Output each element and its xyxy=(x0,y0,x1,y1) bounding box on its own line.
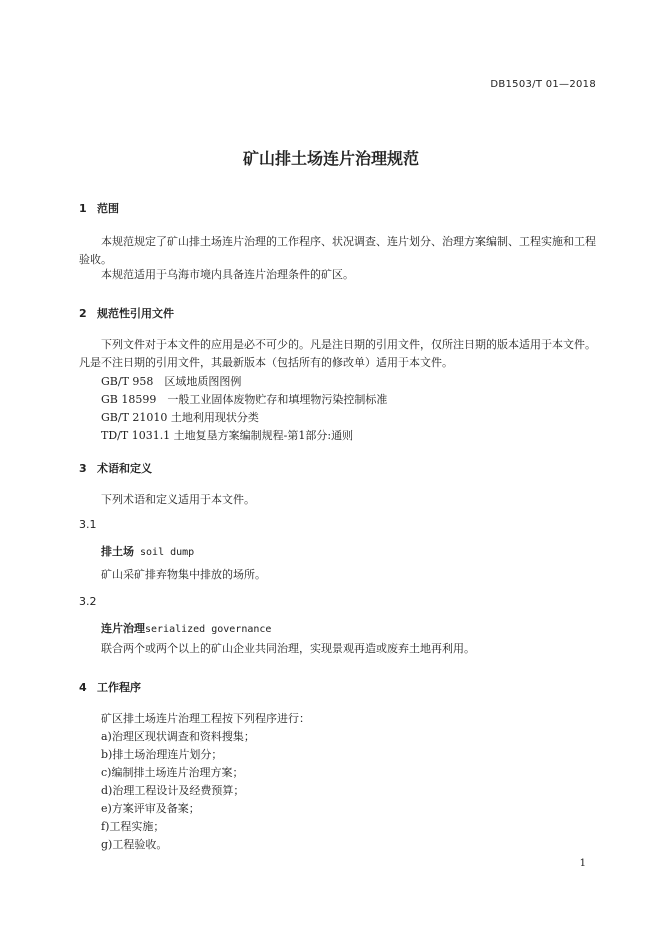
procedure-step: g)工程验收。 xyxy=(101,838,168,851)
reference-item: GB/T 958 区域地质图图例 xyxy=(101,375,242,388)
procedure-step: e)方案评审及备案； xyxy=(101,802,200,815)
procedure-step: a)治理区现状调查和资料搜集； xyxy=(101,730,255,743)
paragraph: 矿区排土场连片治理工程按下列程序进行： xyxy=(101,712,310,725)
term-definition: 联合两个或两个以上的矿山企业共同治理，实现景观再造或废弃土地再利用。 xyxy=(101,642,475,655)
paragraph: 下列文件对于本文件的应用是必不可少的。凡是注日期的引用文件，仅所注日期的版本适用于本文件。凡是不注日期的引用文件，其最新版本（包括所有的修改单）适用于本文件。 xyxy=(79,338,596,369)
term-en: serialized governance xyxy=(145,624,272,635)
section-4-heading xyxy=(79,679,141,695)
page-number: 1 xyxy=(579,858,586,869)
section-title: 规范性引用文件 xyxy=(97,307,174,320)
term-zh: 连片治理 xyxy=(101,622,145,635)
section-title: 工作程序 xyxy=(97,681,141,694)
term-entry xyxy=(101,543,194,559)
section-number: 4 xyxy=(79,681,87,694)
paragraph: 本规范规定了矿山排土场连片治理的工作程序、状况调查、连片划分、治理方案编制、工程实施和工程验收。 xyxy=(79,235,596,266)
section-1-heading xyxy=(79,200,119,216)
term-entry xyxy=(101,620,271,636)
procedure-step: c)编制排土场连片治理方案； xyxy=(101,766,244,779)
reference-item: GB 18599 一般工业固体废物贮存和填埋物污染控制标准 xyxy=(101,393,388,406)
section-title: 范围 xyxy=(97,202,119,215)
subsection-number: 3.2 xyxy=(79,595,97,608)
section-3-heading xyxy=(79,460,152,476)
section-number: 3 xyxy=(79,462,87,475)
term-zh: 排土场 xyxy=(101,545,134,558)
paragraph: 下列术语和定义适用于本文件。 xyxy=(101,493,255,506)
paragraph: 本规范适用于乌海市境内具备连片治理条件的矿区。 xyxy=(101,268,354,281)
procedure-step: b)排土场治理连片划分； xyxy=(101,748,223,761)
procedure-step: f)工程实施； xyxy=(101,820,165,833)
section-number: 1 xyxy=(79,202,87,215)
document-title: 矿山排土场连片治理规范 xyxy=(242,149,419,168)
section-number: 2 xyxy=(79,307,87,320)
section-2-heading xyxy=(79,305,174,321)
document-code: DB1503/T 01—2018 xyxy=(490,79,596,90)
procedure-step: d)治理工程设计及经费预算； xyxy=(101,784,245,797)
reference-item: TD/T 1031.1 土地复垦方案编制规程-第1部分:通则 xyxy=(101,429,354,442)
term-en: soil dump xyxy=(134,547,195,558)
reference-item: GB/T 21010 土地利用现状分类 xyxy=(101,411,259,424)
subsection-number: 3.1 xyxy=(79,518,97,531)
term-definition: 矿山采矿排弃物集中排放的场所。 xyxy=(101,568,266,581)
section-title: 术语和定义 xyxy=(97,462,152,475)
